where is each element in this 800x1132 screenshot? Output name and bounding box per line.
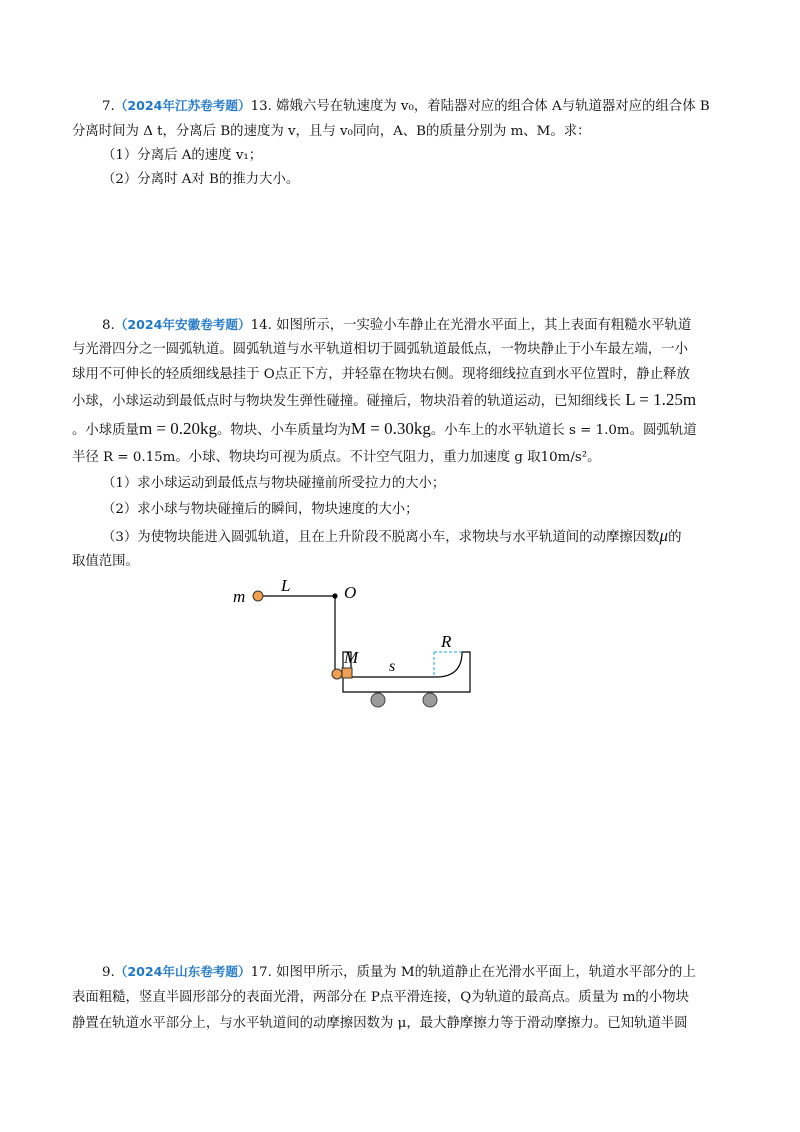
label-O: O [344,583,357,602]
q8-length-formula: L = 1.25m [625,390,697,409]
q8-part-3-cont: 取值范围。 [72,554,139,569]
q9-line-1 [102,962,696,983]
wheel-right [423,693,437,707]
q8-mu-symbol: μ [659,526,669,545]
ball-lowest [332,669,342,679]
q8-cart-mass-formula: M = 0.30kg [350,419,431,438]
q8-line-3: 球用不可伸长的轻质细线悬挂于 O点正下方，并轻靠在物块右侧。现将细线拉直到水平位置时，静止释放 [72,367,690,382]
label-R: R [441,632,452,651]
q8-part-1: （1）求小球运动到最低点与物块碰撞前所受拉力的大小； [102,476,446,491]
block [342,668,352,678]
q8-text-5b: 。物块、小车质量均为 [217,423,351,438]
pivot-point [332,593,337,598]
q8-text-1: 14. 如图所示，一实验小车静止在光滑水平面上，其上表面有粗糙水平轨道 [250,318,692,333]
wheel-left [371,693,385,707]
q7-part-2: （2）分离时 A对 B的推力大小。 [102,172,300,187]
q8-text-p3a: （3）为使物块能进入圆弧轨道，且在上升阶段不脱离小车，求物块与水平轨道间的动摩擦因数 [102,530,660,545]
label-s: s [389,658,396,675]
label-m: m [233,587,246,606]
q8-source: （2024年安徽卷考题） [114,317,251,332]
label-M: M [344,648,359,667]
q7-text-1: 13. 嫦娥六号在轨速度为 v₀，着陆器对应的组合体 A与轨道器对应的组合体 B [250,99,710,114]
q8-text-5c: 。小车上的水平轨道长 s = 1.0m。圆弧轨道 [430,423,697,438]
q8-text-p3b: 的 [668,530,682,545]
q7-part-1: （1）分离后 A的速度 v₁； [102,148,263,163]
q7-line-2: 分离时间为 Δ t，分离后 B的速度为 v，且与 v₀同向，A、B的质量分别为 m、M。求： [72,124,591,139]
q8-ball-mass-formula: m = 0.20kg [138,419,218,438]
q9-number: 9. [102,965,115,980]
q8-line-6: 半径 R = 0.15m。小球、物块均可视为质点。不计空气阻力，重力加速度 g 取10m/s²。 [72,450,601,465]
q8-text-4: 小球，小球运动到最低点时与物块发生弹性碰撞。碰撞后，物块沿着的轨道运动，已知细线长 [72,394,622,409]
ball-initial [253,591,263,601]
q9-text-1: 17. 如图甲所示，质量为 M的轨道静止在光滑水平面上，轨道水平部分的上 [250,965,696,980]
q8-text-5a: 。小球质量 [72,423,139,438]
q8-line-2: 与光滑四分之一圆弧轨道。圆弧轨道与水平轨道相切于圆弧轨道最低点，一物块静止于小车最左端，一小 [72,342,688,357]
q7-number: 7. [102,99,115,114]
q7-source: （2024年江苏卷考题） [114,98,251,113]
cart-body [343,652,470,692]
q9-line-3: 静置在轨道水平部分上，与水平轨道间的动摩擦因数为 μ，最大静摩擦力等于滑动摩擦力。已知轨道半圆 [72,1016,688,1031]
q8-part-2: （2）求小球与物块碰撞后的瞬间，物块速度的大小； [102,502,419,517]
label-L: L [281,576,291,595]
q9-source: （2024年山东卷考题） [114,964,251,979]
q8-number: 8. [102,318,115,333]
q9-line-2: 表面粗糙，竖直半圆形部分的表面光滑，两部分在 P点平滑连接，Q为轨道的最高点。质量为 m的小物块 [72,990,689,1005]
